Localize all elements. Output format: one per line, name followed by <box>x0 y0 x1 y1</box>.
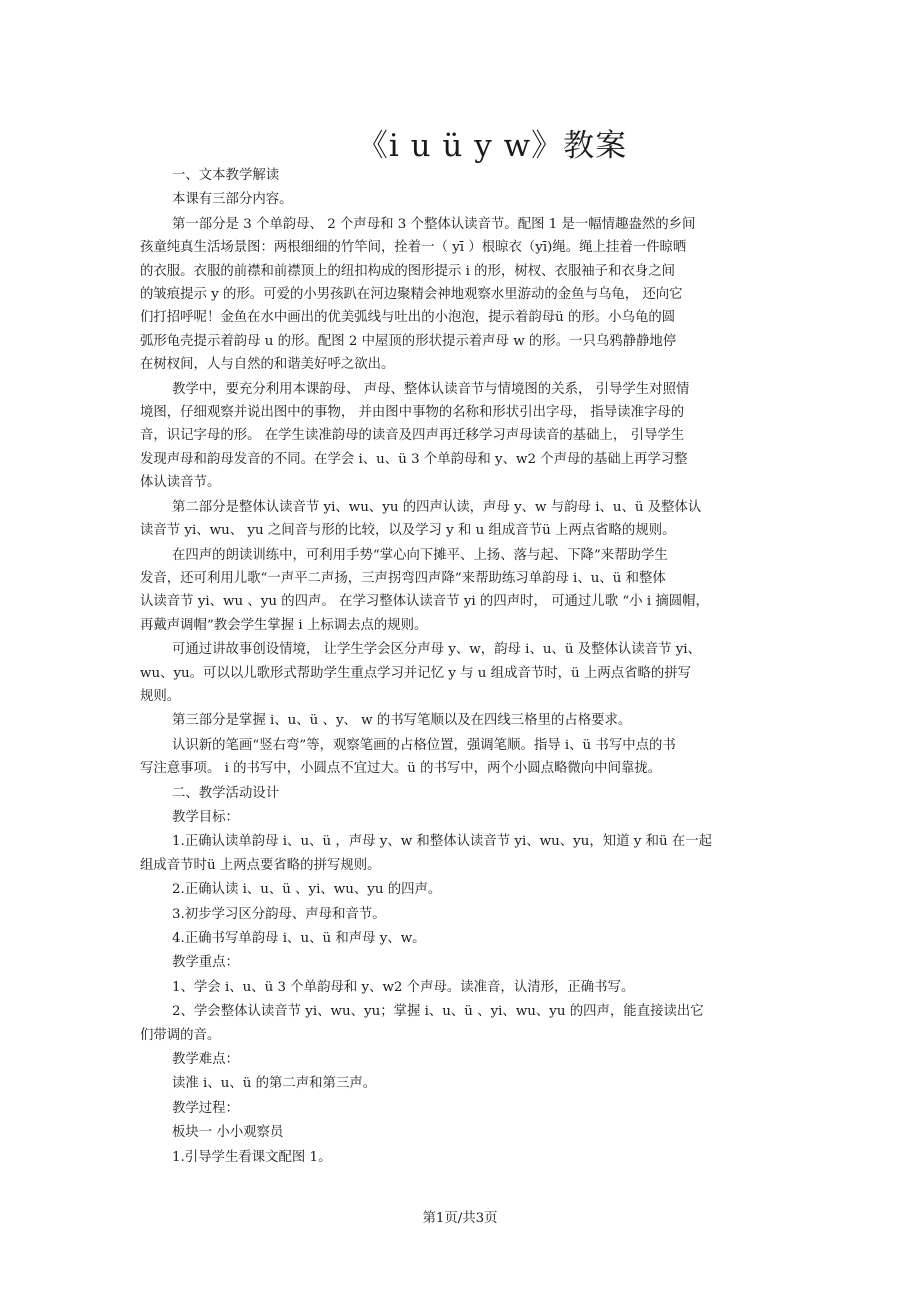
paragraph <box>140 1097 785 1120</box>
text-line: 教学过程： <box>172 1100 239 1116</box>
text-line: 第二部分是整体认读音节 yi、wu、yu 的四声认读，声母 y、w 与韵母 i、u、ü 及整体认 <box>172 499 702 515</box>
text-line: 教学目标： <box>172 809 239 825</box>
text-line: 在树杈间，人与自然的和谐美好呼之欲出。 <box>140 357 395 373</box>
paragraph <box>140 638 785 708</box>
paragraph <box>140 806 785 829</box>
text-line: 们带调的音。 <box>140 1027 221 1043</box>
text-line: 境图，仔细观察并说出图中的事物， 并由图中事物的名称和形状引出字母， 指导读准字母的 <box>140 405 685 421</box>
text-line: 3.初步学习区分韵母、声母和音节。 <box>172 906 386 922</box>
text-line: 体认读音节。 <box>140 475 221 491</box>
page-footer: 第1页/共3页 <box>422 1211 498 1226</box>
text-line: wu、yu。可以以儿歌形式帮助学生重点学习并记忆 y 与 u 组成音节时，ü 上两点省略的拼写 <box>140 665 692 681</box>
paragraph <box>140 544 785 638</box>
text-line: 读准 i、u、ü 的第二声和第三声。 <box>172 1076 377 1092</box>
text-line: 们打招呼呢！金鱼在水中画出的优美弧线与吐出的小泡泡，提示着韵母ü 的形。小乌龟的圆 <box>140 310 676 326</box>
text-line: 教学难点： <box>172 1052 239 1068</box>
paragraph <box>140 1072 785 1095</box>
text-line: 再戴声调帽”教会学生掌握 i 上标调去点的规则。 <box>140 617 428 633</box>
text-line: 读音节 yi、wu、 yu 之间音与形的比较，以及学习 y 和 u 组成音节ü 上两点省略的规则。 <box>140 523 676 539</box>
text-line: 4.正确书写单韵母 i、u、ü 和声母 y、w。 <box>172 931 426 946</box>
paragraph <box>140 496 785 543</box>
text-line: 一、文本教学解读 <box>172 168 280 183</box>
paragraph <box>140 830 785 877</box>
paragraph <box>140 734 785 781</box>
paragraph <box>140 1121 785 1144</box>
text-line: 1.引导学生看课文配图 1。 <box>172 1149 332 1165</box>
text-line: 1.正确认读单韵母 i、u、ü ，声母 y、w 和整体认读音节 yi、wu、yu，知道 y 和ü 在一起 <box>172 834 713 850</box>
paragraph <box>140 976 785 999</box>
text-line: 认读音节 yi、wu 、yu 的四声。 在学习整体认读音节 yi 的四声时， 可通过儿歌 “小 i 摘圆帽， <box>140 594 709 610</box>
text-line: 规则。 <box>140 688 181 704</box>
text-line: 发现声母和韵母发音的不同。在学会 i、u、ü 3 个单韵母和 y、w2 个声母的基础上再学习整 <box>140 451 688 467</box>
text-line: 可通过讲故事创设情境， 让学生学会区分声母 y、w，韵母 i、u、ü 及整体认读音节 yi、 <box>172 642 701 658</box>
text-line: 在四声的朗读训练中，可利用手势“掌心向下摊平、上扬、落与起、下降”来帮助学生 <box>172 547 668 563</box>
text-line: 2、学会整体认读音节 yi、wu、yu；掌握 i、u、ü 、yi、wu、yu 的四声，能直接读出它 <box>172 1004 704 1020</box>
paragraph <box>140 927 785 950</box>
paragraph <box>140 1048 785 1071</box>
text-line: 本课有三部分内容。 <box>172 192 293 208</box>
text-line: 组成音节时ü 上两点要省略的拼写规则。 <box>140 857 381 873</box>
paragraph <box>140 878 785 901</box>
text-line: 第三部分是掌握 i、u、ü 、y、 w 的书写笔顺以及在四线三格里的占格要求。 <box>172 713 632 729</box>
text-line: 发音，还可利用儿歌“一声平二声扬，三声拐弯四声降”来帮助练习单韵母 i、u、ü 和整体 <box>140 570 666 586</box>
text-line: 的衣服。衣服的前襟和前襟顶上的纽扣构成的图形提示 i 的形，树杈、衣服袖子和衣身之间 <box>140 263 676 279</box>
text-line: 教学重点： <box>172 955 239 971</box>
text-line: 孩童纯真生活场景图：两根细细的竹竿间，拴着一（ yī ）根晾衣（yī)绳。绳上挂着一件晾晒 <box>140 240 687 256</box>
text-line: 教学中，要充分利用本课韵母、 声母、整体认读音节与情境图的关系， 引导学生对照情 <box>172 381 690 397</box>
text-line: 认识新的笔画“竖右弯”等，观察笔画的占格位置，强调笔顺。指导 i、ü 书写中点的书 <box>172 737 676 753</box>
text-line: 2.正确认读 i、u、ü 、yi、wu、yu 的四声。 <box>172 882 442 898</box>
text-line: 音，识记字母的形。 在学生读准韵母的读音及四声再迁移学习声母读音的基础上， 引导学生 <box>140 428 685 444</box>
text-line: 写注意事项。 i 的书写中，小圆点不宜过大。ü 的书写中，两个小圆点略微向中间靠拢。 <box>140 761 662 777</box>
text-line: 的皱痕提示 y 的形。可爱的小男孩趴在河边聚精会神地观察水里游动的金鱼与乌龟， 还向它 <box>140 287 683 303</box>
text-line: 二、教学活动设计 <box>172 785 280 801</box>
paragraph <box>140 709 785 732</box>
paragraph <box>140 188 785 211</box>
text-line: 1、学会 i、u、ü 3 个单韵母和 y、w2 个声母。读准音，认清形，正确书写。 <box>172 979 635 995</box>
text-line: 第一部分是 3 个单韵母、 2 个声母和 3 个整体认读音节。配图 1 是一幅情趣盎然的乡间 <box>172 216 696 232</box>
document-title: 《i u ü y w》教案 <box>356 128 628 164</box>
paragraph <box>140 1000 785 1047</box>
paragraph <box>140 782 785 805</box>
text-line: 板块一 小小观察员 <box>172 1125 284 1141</box>
paragraph <box>140 378 785 495</box>
paragraph <box>140 1146 785 1169</box>
paragraph <box>140 951 785 974</box>
document-body <box>140 163 785 1169</box>
text-line: 弧形龟壳提示着韵母 u 的形。配图 2 中屋顶的形状提示着声母 w 的形。一只乌鸦静静地停 <box>140 333 677 349</box>
paragraph <box>140 903 785 926</box>
paragraph <box>140 164 785 187</box>
paragraph <box>140 213 785 377</box>
